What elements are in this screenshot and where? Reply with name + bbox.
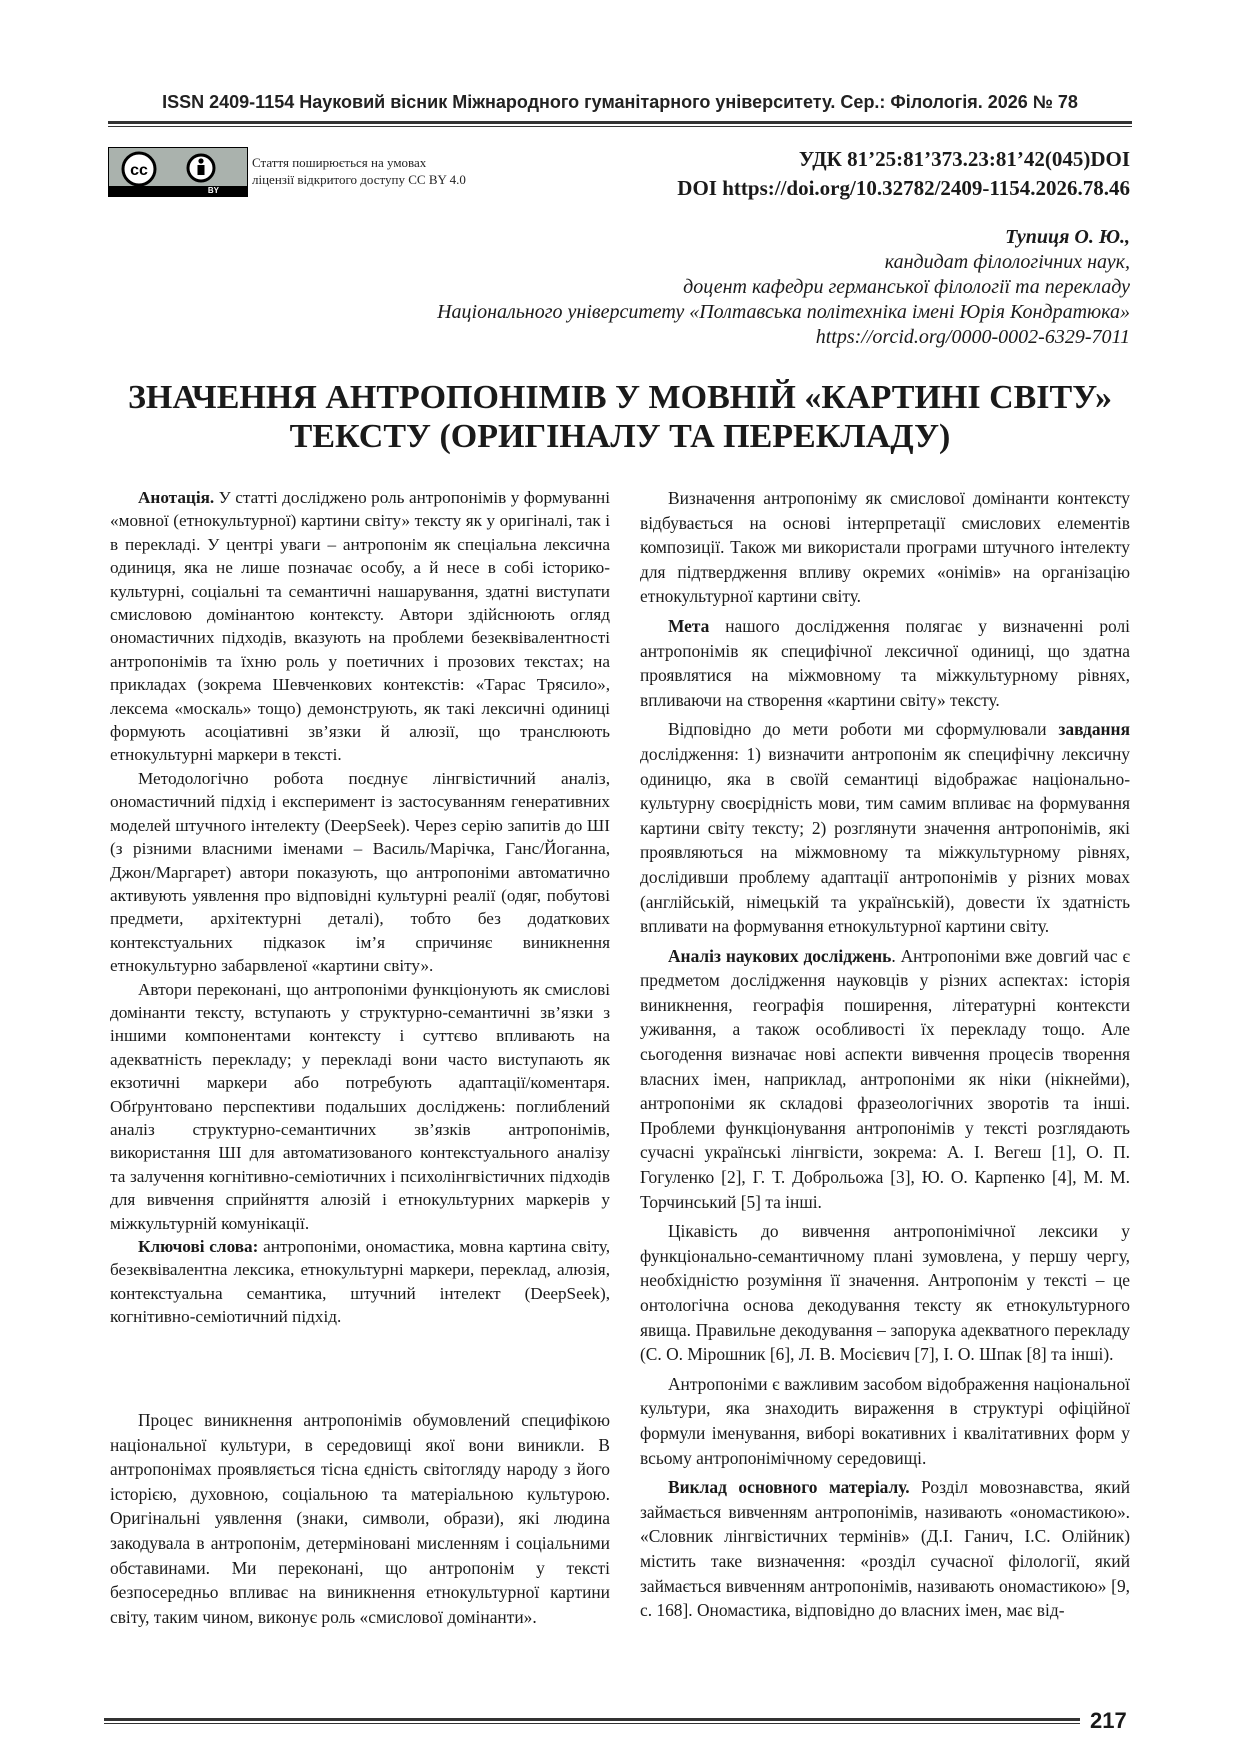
udk-code: УДК 81’25:81’373.23:81’42(045)DOI	[798, 147, 1130, 171]
header-rule	[108, 121, 1132, 124]
doi-link[interactable]: DOI https://doi.org/10.32782/2409-1154.2026.78.46	[677, 176, 1130, 200]
body-paragraph: Визначення антропоніму як смислової домінанти контексту відбувається на основі інтерпретації смислових елементів композиції. Також ми використали програми штучного інтелекту для підтвердження впливу окремих «онімів» на організацію етнокультурної картини світу.	[640, 488, 1130, 607]
license-line: ліцензії відкритого доступу CC BY 4.0	[252, 172, 466, 187]
udk-doi-block	[677, 145, 1130, 203]
license-note	[252, 154, 542, 188]
page-number: 217	[1090, 1708, 1127, 1733]
body-column-right	[640, 486, 1130, 1623]
review-text: . Антропоніми вже довгий час є предметом дослідження науковців у різних аспектах: історія виникнення, географія поширення, літературні контексти уживання, а також особливості їх перекладу тощо. Але сьогодення визначає нові аспекти вивчення процесів творення власних імен, наприклад, антропоніми як ніки (нікнейми), антропоніми як складові фразеологічних зворотів та інші. Проблеми функціонування антропонімів у тексті розглядають сучасні українські лінгвісти, зокрема: А. І. Вегеш [1], О. П. Гогуленко [2], Г. Т. Доброльожа [3], Ю. О. Карпенко [4], М. М. Торчинський [5] та інші.	[640, 945, 1130, 1212]
body-paragraph: Антропоніми є важливим засобом відображення національної культури, яка знаходить вираження в структурі офіційної формули іменування, виборі вокативних і квалітативних форм у всьому антропонімічному середовищі.	[640, 1373, 1130, 1468]
author-name: Тупиця О. Ю.,	[1005, 226, 1130, 248]
review-paragraph	[640, 944, 1130, 1215]
intro-paragraph: Процес виникнення антропонімів обумовлений специфікою національної культури, в середовищі якої вони виникли. В антропонімах проявляється тісна єдність світогляду народу з його історією, духовною, соціальною та матеріальною культурою. Оригінальні уявлення (знаки, символи, образи), які людина закодувала в антропонім, детерміновані мисленням і соціальними обставинами. Ми переконані, що антропонім у тексті безпосередньо впливає на виникнення етнокультурної картини світу, таким чином, виконує роль «смислової домінанти».	[110, 1410, 610, 1627]
header-rule-thin	[108, 126, 1132, 127]
article-title	[110, 378, 1130, 456]
main-material-paragraph	[640, 1475, 1130, 1623]
aim-paragraph	[640, 614, 1130, 712]
author-degree: кандидат філологічних наук,	[884, 251, 1130, 273]
keywords-text: антропоніми, ономастика, мовна картина світу, безеквівалентна лексика, етнокультурні маркери, переклад, алюзія, контекстуальна семантика, штучний інтелект (DeepSeek), когнітивно-семіотичний підхід.	[110, 1237, 610, 1327]
badge-bar	[109, 186, 247, 196]
tasks-label: завдання	[1058, 719, 1130, 740]
author-block	[437, 225, 1130, 350]
author-position: доцент кафедри германської філології та перекладу	[683, 276, 1130, 298]
review-label: Аналіз наукових досліджень	[668, 945, 892, 966]
abstract-paragraph: Методологічно робота поєднує лінгвістичний аналіз, ономастичний підхід і експеримент із застосуванням генеративних моделей штучного інтелекту (DeepSeek). Через серію запитів до ШІ (з різними власними іменами – Василь/Марічка, Ганс/Йоганна, Джон/Маргарет) автори показують, що антропоніми автоматично активують уявлення про відповідні культурні реалії (одяг, побутові предмети, архітектурні деталі), тобто без додаткових контекстуальних підказок ім’я спричиняє виникнення етнокультурно забарвленої «картини світу».	[110, 768, 610, 976]
abstract-text: У статті досліджено роль антропонімів у формуванні «мовної (етнокультурної) картини світу» тексту як у оригіналі, так і в перекладі. У центрі уваги – антропонім як спеціальна лексична одиниця, яка не лише позначає особу, а й несе в собі історико-культурні, соціальні та семантичні нашарування, здатні виступати смисловою домінантою контексту. Автори здійснюють огляд ономастичних підходів, вказують на проблеми безеквівалентності антропонімів та їхню роль у поетичних і прозових текстах; на прикладах (зокрема Шевченкових контекстів: «Тарас Трясило», лексема «москаль» тощо) демонструють, як такі лексичні одиниці формують асоціативні зв’язки й алюзії, що транслюють етнокультурні маркери в тексті.	[110, 488, 610, 765]
author-university: Національного університету «Полтавська політехніка імені Юрія Кондратюка»	[437, 301, 1130, 323]
svg-text:cc: cc	[130, 162, 148, 179]
cc-by-license-badge	[108, 147, 248, 197]
main-material-text: Розділ мовознавства, який займається вивченням антропонімів, називають «ономастикою». «Словник лінгвістичних термінів» (Д.І. Ганич, І.С. Олійник) містить таке визначення: «розділ сучасної філології, який займається вивченням антропонімів, називають ономастикою» [9, с. 168]. Ономастика, відповідно до власних імен, має від-	[640, 1477, 1130, 1621]
aim-label: Мета	[668, 615, 710, 636]
cc-icon	[109, 148, 247, 186]
abstract-label: Анотація.	[138, 488, 215, 507]
keywords-paragraph	[110, 1235, 610, 1329]
tasks-text-a: Відповідно до мети роботи ми сформулювали	[668, 719, 1059, 740]
intro-column	[110, 1408, 610, 1629]
title-line: ТЕКСТУ (ОРИГІНАЛУ ТА ПЕРЕКЛАДУ)	[289, 418, 951, 455]
title-line: ЗНАЧЕННЯ АНТРОПОНІМІВ У МОВНІЙ «КАРТИНІ СВІТУ»	[127, 379, 1113, 416]
author-orcid[interactable]: https://orcid.org/0000-0002-6329-7011	[815, 326, 1130, 348]
running-head: ISSN 2409-1154 Науковий вісник Міжнародного гуманітарного університету. Сер.: Філологія. 2026 № 78	[162, 92, 1078, 112]
body-paragraph: Цікавість до вивчення антропонімічної лексики у функціонально-семантичному плані зумовлена, у першу чергу, необхідністю розуміння її значення. Антропонім у тексті – це онтологічна основа декодування тексту як етнокультурного явища. Правильне декодування – запорука адекватного перекладу (С. О. Мірошник [6], Л. В. Мосієвич [7], І. О. Шпак [8] та інші).	[640, 1221, 1130, 1365]
keywords-label: Ключові слова:	[138, 1237, 259, 1256]
badge-by-label: BY	[207, 186, 219, 195]
abstract-column	[110, 486, 610, 1329]
tasks-text-b: дослідження: 1) визначити антропонім як специфічну лексичну одиницю, яка в своїй семантиці відображає національно-культурну своєрідність мови, тим самим впливає на формування картини світу тексту; 2) розглянути значення антропонімів, які проявляються на міжмовному та міжкультурному рівнях, дослідивши проблему адаптації антропонімів у різних мовах (англійській, німецькій та українській), довести їх здатність впливати на формування етнокультурної картини світу.	[640, 743, 1130, 937]
tasks-paragraph	[640, 717, 1130, 938]
aim-text: нашого дослідження полягає у визначенні ролі антропонімів як специфічної лексичної одиниці, що здатна проявлятися на міжмовному та міжкультурному рівнях, впливаючи на створення «картини світу» тексту.	[640, 615, 1130, 710]
abstract-paragraph: Автори переконані, що антропоніми функціонують як смислові домінанти тексту, вступають у структурно-семантичні зв’язки з іншими компонентами контексту і суттєво впливають на адекватність перекладу; у перекладі вони часто виступають як екзотичні маркери або потребують адаптації/коментаря. Обґрунтовано перспективи подальших досліджень: поглиблений аналіз структурно-семантичних зв’язків антропонімів, використання ШІ для автоматизованого контекстуального аналізу та залучення когнітивно-семіотичних і психолінгвістичних підходів для вивчення сприйняття алюзій і етнокультурних маркерів у міжкультурній комунікації.	[110, 979, 610, 1233]
main-material-label: Виклад основного матеріалу.	[668, 1477, 910, 1498]
abstract-paragraph	[110, 486, 610, 767]
footer-rule-thin	[104, 1723, 1080, 1724]
footer-rule	[104, 1718, 1080, 1721]
license-line: Стаття поширюється на умовах	[252, 155, 427, 170]
